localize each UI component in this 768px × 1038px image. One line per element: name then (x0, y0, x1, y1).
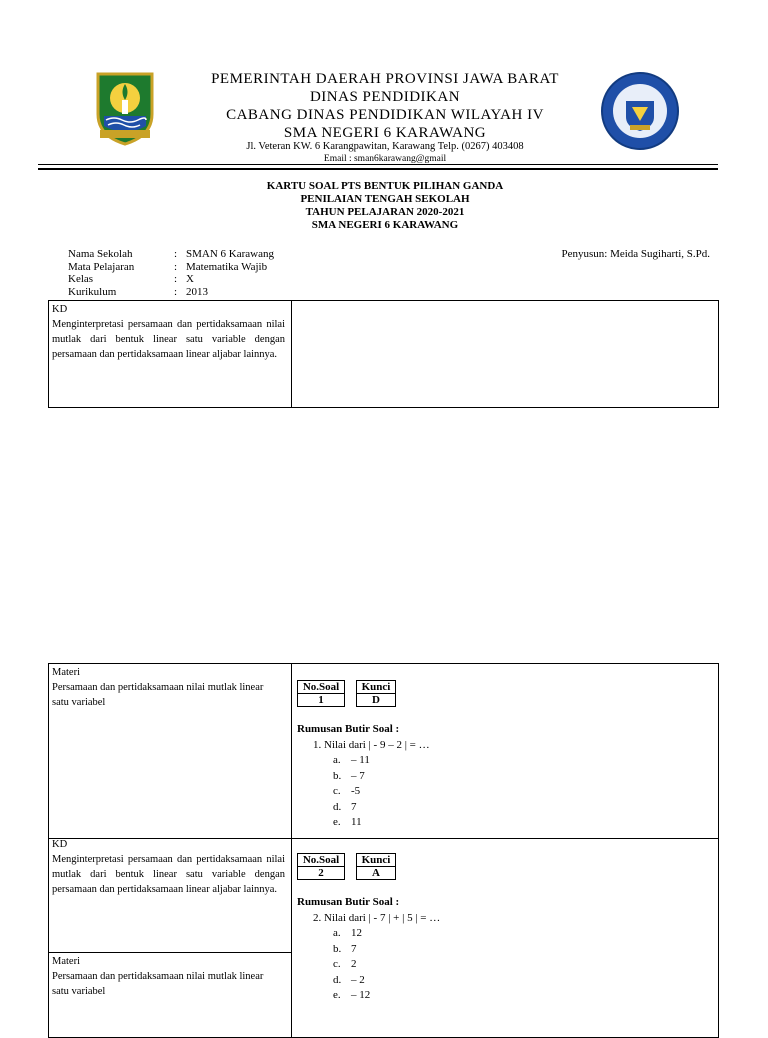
option-text: – 11 (351, 754, 370, 766)
options-list (297, 926, 697, 1004)
option-letter: d. (333, 800, 342, 813)
agency-name: DINAS PENDIDIKAN (309, 89, 461, 105)
card-subtitle: PENILAIAN TENGAH SEKOLAH (300, 193, 470, 205)
materi-heading: Materi (52, 667, 80, 678)
option-letter: c. (333, 958, 341, 970)
card-title: KARTU SOAL PTS BENTUK PILIHAN GANDA (266, 180, 504, 192)
option-text: 7 (351, 800, 357, 813)
option-letter: d. (333, 973, 342, 986)
info-row (68, 273, 298, 286)
option (333, 942, 697, 958)
no-soal-label: No.Soal (298, 681, 344, 694)
question-card-2 (48, 838, 719, 1038)
materi-text: Persamaan dan pertidaksamaan nilai mutlak linear satu variabel (52, 682, 264, 708)
option-letter: b. (333, 942, 342, 955)
no-soal-box (297, 680, 345, 707)
header-divider-bottom (38, 168, 718, 170)
options-list (297, 753, 697, 831)
kunci-box (356, 680, 396, 707)
option (333, 753, 697, 769)
option-text: 11 (351, 816, 362, 828)
kd-heading: KD (52, 304, 68, 315)
card-divider (291, 839, 292, 1037)
option-text: 12 (351, 927, 362, 939)
option-text: – 2 (351, 973, 365, 986)
option (333, 784, 697, 800)
school-email: Email : sman6karawang@gmail (323, 154, 447, 164)
kunci-box (356, 853, 396, 880)
info-separator: : (174, 285, 178, 298)
option-text: 2 (351, 958, 357, 970)
info-label: Nama Sekolah (68, 248, 133, 260)
info-row (68, 286, 298, 299)
option (333, 800, 697, 816)
info-value: Matematika Wajib (186, 260, 268, 273)
rumusan-label: Rumusan Butir Soal : (297, 723, 400, 735)
no-soal-label: No.Soal (298, 854, 344, 867)
kunci-label: Kunci (357, 681, 395, 694)
no-soal-value: 1 (318, 694, 324, 706)
option-letter: a. (333, 754, 341, 766)
option-text: – 12 (351, 989, 371, 1001)
no-soal-value: 2 (318, 867, 324, 879)
question-text: 2. Nilai dari | - 7 | + | 5 | = … (313, 911, 441, 924)
info-separator: : (174, 273, 178, 285)
option-text: 7 (351, 942, 357, 955)
gov-name: PEMERINTAH DAERAH PROVINSI JAWA BARAT (211, 71, 559, 87)
kd-heading: KD (52, 839, 68, 850)
question-body (297, 895, 697, 1004)
info-value: X (186, 273, 194, 285)
option (333, 769, 697, 785)
branch-name: CABANG DINAS PENDIDIKAN WILAYAH IV (226, 107, 544, 123)
kunci-value: D (372, 694, 380, 706)
author: Penyusun: Meida Sugiharti, S.Pd. (561, 248, 710, 260)
kd-text: Menginterpretasi persamaan dan pertidaksamaan nilai mutlak dari bentuk linear satu variable dengan persamaan dan pertidaksamaan linear aljabar lainnya. (52, 319, 285, 360)
rumusan-label: Rumusan Butir Soal : (297, 896, 400, 908)
info-row (68, 248, 298, 261)
materi-heading: Materi (52, 956, 80, 967)
option (333, 957, 697, 973)
info-separator: : (174, 260, 178, 273)
info-label: Kelas (68, 273, 94, 285)
info-separator: : (174, 248, 178, 260)
info-value: SMAN 6 Karawang (186, 248, 274, 260)
option (333, 973, 697, 989)
option-text: -5 (351, 785, 361, 797)
question-body (297, 722, 697, 831)
kunci-label: Kunci (357, 854, 395, 867)
option-text: – 7 (351, 769, 365, 782)
option (333, 926, 697, 942)
info-label: Mata Pelajaran (68, 260, 135, 273)
no-soal-box (297, 853, 345, 880)
info-block (68, 248, 298, 298)
school-address: Jl. Veteran KW. 6 Karangpawitan, Karawang Telp. (0267) 403408 (246, 141, 524, 152)
west-java-logo (94, 70, 156, 146)
option-letter: c. (333, 785, 341, 797)
header-divider-top (38, 164, 718, 165)
info-value: 2013 (186, 285, 208, 298)
option (333, 988, 697, 1004)
question-card-1 (48, 663, 719, 839)
kunci-value: A (372, 867, 380, 879)
info-row (68, 261, 298, 274)
kd-materi-divider (49, 952, 291, 953)
school-name: SMA NEGERI 6 KARAWANG (283, 125, 487, 141)
materi-text: Persamaan dan pertidaksamaan nilai mutlak linear satu variabel (52, 971, 264, 997)
option (333, 815, 697, 831)
option-letter: e. (333, 989, 341, 1001)
title-school: SMA NEGERI 6 KARAWANG (311, 219, 459, 231)
info-label: Kurikulum (68, 285, 117, 298)
kd-text: Menginterpretasi persamaan dan pertidaksamaan nilai mutlak dari bentuk linear satu variable dengan persamaan dan pertidaksamaan linear aljabar lainnya. (52, 854, 285, 895)
card-divider (291, 664, 292, 838)
option-letter: a. (333, 927, 341, 939)
option-letter: b. (333, 769, 342, 782)
kd-box-divider (291, 301, 292, 407)
option-letter: e. (333, 816, 341, 828)
academic-year: TAHUN PELAJARAN 2020-2021 (305, 206, 465, 218)
kd-box (48, 300, 719, 408)
question-text: 1. Nilai dari | - 9 – 2 | = … (313, 738, 430, 751)
